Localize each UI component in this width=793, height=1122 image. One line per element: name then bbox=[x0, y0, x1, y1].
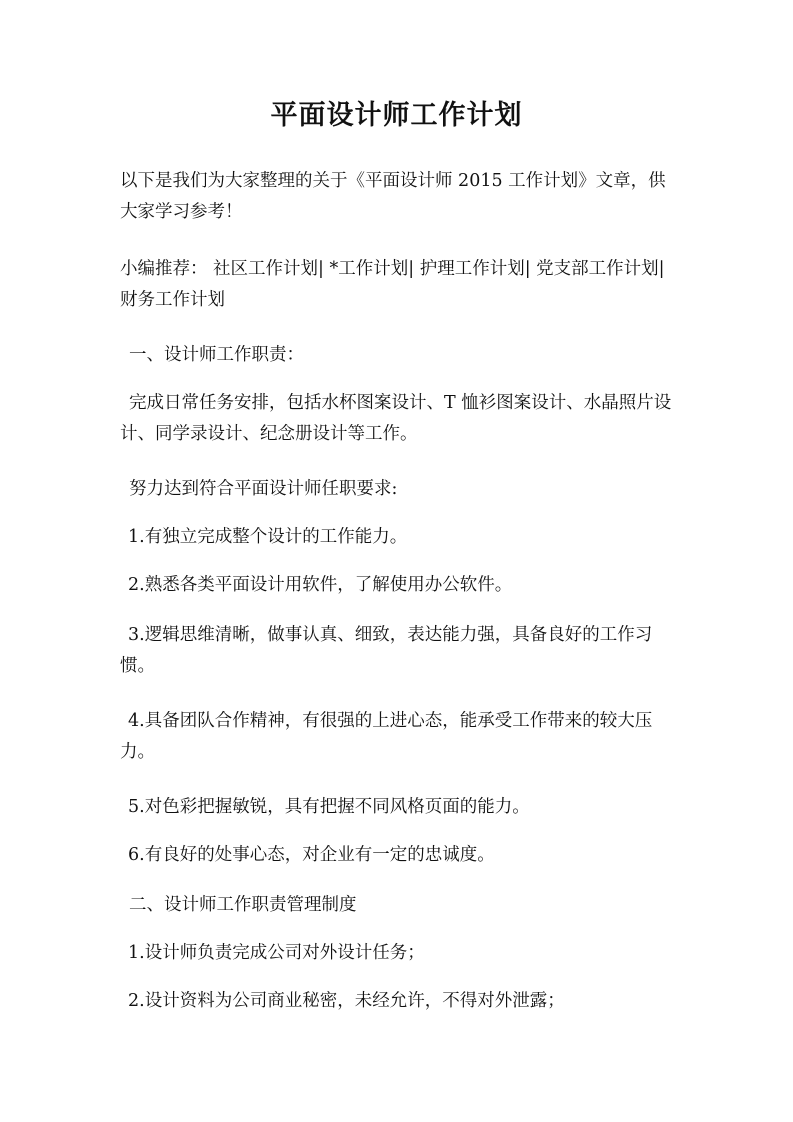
list-item: 4.具备团队合作精神，有很强的上进心态，能承受工作带来的较大压力。 bbox=[120, 711, 653, 762]
list-item: 2.设计资料为公司商业秘密，未经允许，不得对外泄露； bbox=[128, 991, 565, 1011]
requirements-intro: 努力达到符合平面设计师任职要求: bbox=[129, 479, 398, 499]
list-item: 6.有良好的处事心态，对企业有一定的忠诚度。 bbox=[128, 845, 495, 865]
list-item: 1.有独立完成整个设计的工作能力。 bbox=[128, 527, 408, 547]
list-item: 2.熟悉各类平面设计用软件，了解使用办公软件。 bbox=[128, 575, 513, 595]
duty-paragraph: 完成日常任务安排，包括水杯图案设计、T 恤衫图案设计、水晶照片设计、同学录设计、纪念册设计等工作。 bbox=[120, 393, 672, 444]
list-item: 1.设计师负责完成公司对外设计任务； bbox=[128, 943, 425, 963]
intro-paragraph: 以下是我们为大家整理的关于《平面设计师 2015 工作计划》文章，供大家学习参考！ bbox=[120, 171, 666, 222]
recommend-paragraph: 小编推荐： 社区工作计划| *工作计划| 护理工作计划| 党支部工作计划| 财务工作计划 bbox=[120, 259, 665, 310]
section-heading-2: 二、设计师工作职责管理制度 bbox=[129, 895, 357, 915]
list-item: 5.对色彩把握敏锐，具有把握不同风格页面的能力。 bbox=[128, 797, 530, 817]
section-heading-1: 一、设计师工作职责： bbox=[129, 345, 304, 365]
document-title: 平面设计师工作计划 bbox=[270, 100, 523, 131]
list-item: 3.逻辑思维清晰，做事认真、细致，表达能力强，具备良好的工作习惯。 bbox=[120, 625, 653, 676]
